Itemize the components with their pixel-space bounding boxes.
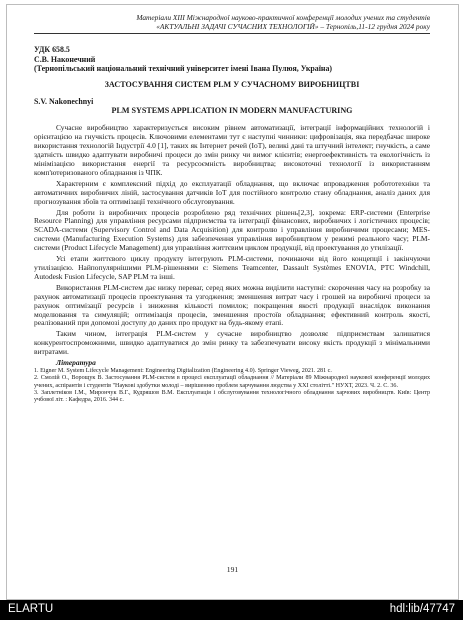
author-name: С.В. Наконечний [34, 54, 96, 64]
reference-item: 2. Смолій О., Ворощук В. Застосування PLM-систем в процесі експлуатації обладнання // Матеріали 89 Міжнародної наукової конференції молодих учених, аспірантів і студентів "Наукові здобутки молоді – вирішенню проблем харчування людства у ХХІ столітті." НУХТ, 2023. Ч. 2. С. 36. [34, 375, 430, 389]
paragraph: Використання PLM-систем дає низку переваг, серед яких можна виділити наступні: скорочення часу на розробку за рахунок автоматизації процесів проектування та узгодження; зменшення витрат часу і грошей на виробничі процеси за рахунок оптимізації ресурсів і зниження кількості помилок; покращення якості продукції внаслідок виконання моделювання та симуляцій; оптимізація процесів, зменшення простоїв обладнання; ефективний контроль якості, реалізований при допомозі доступу до даних про продукт на будь-якому етапі. [34, 282, 430, 328]
header-line-2: «АКТУАЛЬНІ ЗАДАЧІ СУЧАСНИХ ТЕХНОЛОГІЙ» – Тернопіль,11-12 грудня 2024 року [156, 22, 430, 31]
article-meta [34, 45, 430, 74]
paragraph: Для роботи із виробничих процесів розроблено ряд технічних рішень[2,3], зокрема: ERP-системи (Enterprise Resource Planning) для управління ресурсами підприємства та інтеграції фінансових, виробничих і логістичних процесів; SCADA-системи (Supervisory Control and Data Acquisition) для контролю і управління виробничими процесами; MES-системи (Manufacturing Execution Systems) для забезпечення управління виробництвом у режимі реального часу; PLM-системи (Product Lifecycle Management) для управління життєвим циклом продукції, від проектування до утилізації. [34, 207, 430, 253]
author-name-en: S.V. Nakonechnyi [34, 96, 94, 106]
paragraph: Таким чином, інтеграція PLM-систем у сучасне виробництво дозволяє підприємствам залишатися конкурентоспроможними, швидко адаптуватися до змін ринку та забезпечувати високу якість продукції з мінімальними витратами. [34, 329, 430, 357]
references-title: Література [56, 358, 96, 368]
document-page [6, 4, 459, 600]
handle-link[interactable]: hdl:lib/47747 [389, 603, 455, 615]
page-content [34, 13, 430, 404]
article-body [34, 124, 430, 357]
repository-name: ELARTU [8, 603, 54, 615]
article-title: ЗАСТОСУВАННЯ СИСТЕМ PLM У СУЧАСНОМУ ВИРОБНИЦТВІ [104, 79, 360, 89]
header-line-1: Матеріали XIII Міжнародної науково-практичної конференції молодих учених та студентів [136, 13, 430, 22]
page-number: 191 [226, 565, 239, 574]
udc-code: УДК 658.5 [34, 45, 70, 54]
header-rule [34, 33, 430, 34]
running-header [34, 13, 430, 34]
paragraph: Характерним є комплексний підхід до експлуатації обладнання, що включає впровадження робототехніки та автоматичних виробничих ліній, застосування датчиків IoT для постійного контролю стану обладнання, аналіз даних для прогнозування збоїв та оптимізації технічного обслуговування. [34, 178, 430, 206]
reference-item: 3. Заплетніков І.М., Мирончук В.Г., Кудряшов В.М. Експлуатація і обслуговування технологічного обладнання харчових виробництв. Київ: Центр учбової літ. : Кафедра, 2016. 344 с. [34, 389, 430, 404]
article-title-en: PLM SYSTEMS APPLICATION IN MODERN MANUFACTURING [111, 106, 353, 116]
paragraph: Усі етапи життєвого циклу продукту інтегрують PLM-системи, починаючи від його концепції і закінчуючи утилізацією. Найпопулярнішими PLM-рішеннями є: Siemens Teamcenter, Dassault Systèmes ENOVIA, PTC Windchill, Autodesk Fusion Lifecycle, SAP PLM та інші. [34, 254, 430, 281]
repository-footer [0, 600, 463, 620]
paragraph: Сучасне виробництво характеризується високим рівнем автоматизації, інтеграції інформаційних технологій і орієнтацією на гнучкість процесів. Ключовими елементами тут є наступні чинники: цифровізація, яка передбачає широке використання технологій Індустрії 4.0 [1], таких як Інтернет речей (IoT), великі дані та штучний інтелект; гнучкість, а саме здатність швидко адаптувати виробничі процеси до змін ринку чи вимог клієнтів; енергоефективність та екологічність із мінімізацією використання енергії та ресурсоємність виробництва; високоточні технології із використанням комп'ютеризованого обладнання із ЧПК. [34, 123, 430, 177]
reference-item: 1. Eigner M. System Lifecycle Management: Engineering Digitalization (Engineering 4.0). Springer Vieweg, 2021. 281 с. [34, 367, 332, 374]
author-affiliation: (Тернопільський національний технічний університет імені Івана Пулюя, Україна) [34, 64, 333, 74]
